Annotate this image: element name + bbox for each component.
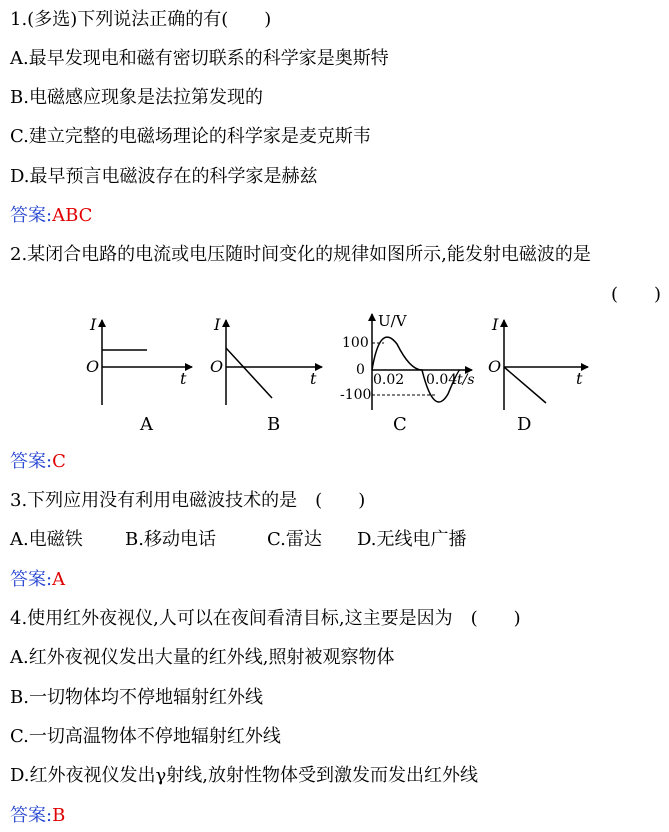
answer-label: 答案: xyxy=(10,805,53,826)
q3-option-c: C.雷达 xyxy=(267,529,322,550)
q4-stem: 4.使用红外夜视仪,人可以在夜间看清目标,这主要是因为 ( ) xyxy=(10,608,521,629)
q4-option-a: A.红外夜视仪发出大量的红外线,照射被观察物体 xyxy=(10,647,395,668)
graph-d-origin: O xyxy=(488,357,502,376)
q1-option-a: A.最早发现电和磁有密切联系的科学家是奥斯特 xyxy=(10,48,389,69)
graph-c-xtick-1: 0.02 xyxy=(373,372,405,388)
graph-c-xtick-2: 0.04 xyxy=(426,372,458,388)
graph-d xyxy=(488,315,588,410)
graphs-svg xyxy=(80,310,640,440)
graph-b-origin: O xyxy=(210,357,224,376)
answer-label: 答案: xyxy=(10,451,53,472)
q1-option-d: D.最早预言电磁波存在的科学家是赫兹 xyxy=(10,166,318,187)
q4-answer xyxy=(10,804,65,828)
q3-stem: 3.下列应用没有利用电磁波技术的是 ( ) xyxy=(10,490,366,511)
graph-b-xlabel: t xyxy=(310,369,317,388)
q1-stem: 1.(多选)下列说法正确的有( ) xyxy=(10,9,272,30)
graph-c-ylabel: U/V xyxy=(378,312,407,330)
graph-b-caption: B xyxy=(267,414,281,435)
q1-answer xyxy=(10,204,92,228)
q1-option-b: B.电磁感应现象是法拉第发现的 xyxy=(10,87,263,108)
graph-c-caption: C xyxy=(393,414,407,435)
q4-option-c: C.一切高温物体不停地辐射红外线 xyxy=(10,726,281,747)
graph-c xyxy=(340,312,475,410)
q2-answer xyxy=(10,450,66,474)
answer-label: 答案: xyxy=(10,569,53,590)
q1-option-c: C.建立完整的电磁场理论的科学家是麦克斯韦 xyxy=(10,126,371,147)
q3-option-b: B.移动电话 xyxy=(125,529,216,550)
answer-value: A xyxy=(52,569,66,590)
graph-d-caption: D xyxy=(517,414,532,435)
q2-graphs xyxy=(80,310,640,440)
q4-option-d: D.红外夜视仪发出γ射线,放射性物体受到激发而发出红外线 xyxy=(10,765,478,786)
graph-c-origin: 0 xyxy=(356,362,365,378)
q2-paren: ( ) xyxy=(610,284,661,305)
answer-label: 答案: xyxy=(10,205,53,226)
answer-value: ABC xyxy=(52,205,93,226)
graph-b-ylabel: I xyxy=(214,315,221,334)
graph-c-ytick-top: 100 xyxy=(342,335,369,351)
answer-value: C xyxy=(52,451,66,472)
graph-c-ytick-bottom: -100 xyxy=(340,387,372,403)
graph-d-xlabel: t xyxy=(576,369,583,388)
q3-option-a: A.电磁铁 xyxy=(10,529,83,550)
graph-a-caption: A xyxy=(140,414,153,435)
graph-a-xlabel: t xyxy=(180,369,187,388)
graph-a-ylabel: I xyxy=(90,315,97,334)
q3-answer xyxy=(10,568,65,592)
graph-b xyxy=(210,315,322,405)
answer-value: B xyxy=(52,805,66,826)
q3-options xyxy=(10,528,467,552)
graph-c-xlabel: t/s xyxy=(457,372,475,388)
graph-a-origin: O xyxy=(86,357,100,376)
graph-a xyxy=(86,315,192,405)
q4-option-b: B.一切物体均不停地辐射红外线 xyxy=(10,687,263,708)
q2-stem: 2.某闭合电路的电流或电压随时间变化的规律如图所示,能发射电磁波的是 xyxy=(10,244,591,265)
q3-option-d: D.无线电广播 xyxy=(357,529,467,550)
graph-d-ylabel: I xyxy=(492,315,499,334)
